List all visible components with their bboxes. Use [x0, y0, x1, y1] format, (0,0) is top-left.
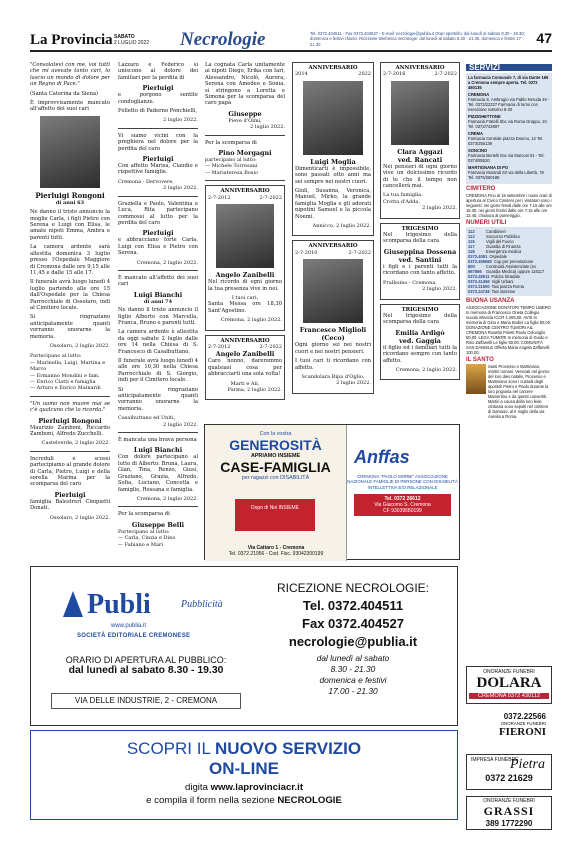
participant: — Mariateresa Bosio — [205, 169, 258, 176]
obit-text: Ne danno il triste annuncio la moglie Carla, i figli Pietro con Serena e Luigi con Elisa, le amate nipoti Emma, Ambra e parenti tutti. — [30, 209, 110, 241]
weekday-label: dal lunedì al sabato — [316, 653, 390, 663]
obit-text: Maurizio Zamboni, Riccardo Zamboni, Alfredo Zucchelli. — [30, 424, 110, 438]
trigesimo-notice — [380, 223, 460, 300]
deceased-name: Giuseppe — [228, 109, 262, 118]
deceased-name: Angelo Zanibelli — [215, 350, 275, 359]
pharmacy-town: CREMONA — [468, 92, 490, 97]
obit-text: Con dolore partecipano al lutto di Alberto: Bruna, Laura, Gian, Tina, Renzo, Giusi, Graziano, Grazia, Alfredo, Sofia, Luciano, Concetta e famiglie, Rossana e famiglia. — [118, 454, 198, 493]
grassi-ad[interactable] — [466, 796, 552, 830]
deceased-surname-married: ved. Santini — [398, 255, 442, 264]
ad-headline: GENEROSITÀ — [229, 437, 322, 453]
ad-subheadline: APRIAMO INSIEME — [250, 453, 301, 459]
phone-label: Taxi piazza Roma — [491, 284, 524, 289]
deceased-name: Pierluigi Rongoni — [38, 416, 102, 425]
issue-date — [114, 34, 149, 46]
donations-text: ASSOCIAZIONE DONATORI TEMPO LIBERO In memoria di Francesco Oneta Collegio scuola infanzia ICCR 4 205,00. AVIS In memoria di Gino e Maria Bodini La figlia 50,00. DONAZIONE CENTRO TUMORI AIL CREMONA Rosetta Pinetti Paolo Coloniglio 50,00. LEGA TUMORI In memoria di Guido e Rino Zaffanelli Le figlie 50,00. COMUNITÀ SAN DANIELE Offerta Maria Angela Zaffanelli 100,00. — [466, 305, 552, 355]
dolara-name: DOLARA — [476, 675, 542, 691]
participant: — Michele Torresani — [205, 163, 258, 170]
obit-text: Nei pensieri di ogni giorno vive un dolcissimo ricordo di te che il tempo non cancellerà mai. — [383, 163, 457, 190]
column-2 — [118, 62, 198, 548]
obit-signature: La tua famiglia. — [383, 192, 423, 199]
obit-text: Lazzaro e Federico si uniscono al dolore dei familiari per la perdita di — [118, 62, 198, 81]
deceased-name: Luigi Bianchi — [133, 446, 183, 455]
obit-text: Dimenticarti è impossibile, sono passati otto anni ma sei sempre nei nostri cuori. — [295, 165, 371, 185]
obit-text: Il funerale avrà luogo lunedì 4 luglio partendo alle ore 15 dall'Ospedale per la Chiesa Parrocchiale di Ossolaro, indi al Cimitero locale. — [30, 279, 110, 311]
obit-text: La cognata Carla unitamente ai nipoti Diego, Erika con Iari, Alessandro, Nicolò, Aurora, Serena con Amedeo e Sonia, si stringono a Loretta e Simona per la scomparsa del caro papà — [205, 62, 285, 107]
anniversary-notice — [292, 240, 374, 393]
services-sidebar — [466, 62, 552, 421]
obit-date: 2 luglio 2022. — [163, 185, 198, 192]
phone-number: 117 — [468, 244, 475, 249]
phone-number: 0372.4051 — [468, 254, 488, 259]
grassi-name: GRASSI — [483, 804, 535, 818]
divider — [118, 270, 198, 271]
online-headline-main: ON-LINE — [209, 759, 279, 778]
deceased-name: Pierluigi — [142, 229, 174, 238]
anniversary-notice — [292, 62, 374, 236]
deceased-age: di anni 63 — [55, 199, 85, 206]
obit-place: Scandolara Ripa d'Oglio, — [301, 373, 365, 380]
newspaper-logo: La Provincia — [30, 32, 113, 48]
obit-text: Nel trigesimo della scomparsa della cara — [383, 232, 457, 245]
phone-number: 0372.41456 — [468, 279, 490, 284]
anniversary-title: ANNIVERSARIO — [308, 243, 358, 250]
anffas-contact — [354, 494, 451, 516]
ad-street: Via Cattaro 1 - Cremona — [247, 545, 305, 551]
obit-place-date: Cremona, 2 luglio 2022. — [136, 259, 198, 266]
anniversary-start: 2-7-2012 — [208, 194, 231, 201]
anffas-description: CREMONA "PAOLO MORBI" ASSOCIAZIONE NAZIONALE FAMIGLIE DI PERSONE CON DISABILITÀ INTELLETTIVA E/O RELAZIONALE — [347, 474, 458, 490]
participants-header: partecipano al lutto: — [205, 157, 257, 164]
pharmacy-town: PIZZIGHETTONE — [468, 114, 501, 119]
dolara-subtitle: ONORANZE FUNEBRI — [483, 669, 535, 675]
phone-label: Emergenza medica — [486, 249, 522, 254]
opening-hours-value: dal lunedì al sabato 8.30 - 19.30 — [68, 665, 224, 676]
publia-company: SOCIETÀ EDITORIALE CREMONESE — [77, 633, 191, 639]
deceased-name: Francesco Miglioli — [299, 326, 367, 335]
trigesimo-notice — [380, 304, 460, 381]
divider — [118, 196, 198, 197]
fieroni-subtitle: ONORANZE FUNEBRI — [500, 721, 546, 726]
pharmacy-entry: Farmacia Bertelli Snc via Marconi 61 - Tel. 0374/85520 — [468, 153, 545, 163]
anniversary-start: 2-7-2012 — [208, 343, 231, 350]
obit-text: Ne danno il triste annuncio il figlio Alberto con Marcella, Franca, Bruno e parenti tutti. — [118, 307, 198, 326]
pharmacy-entry: Farmacia S. Ambrogio via Pablo Neruda 46 - Tel. 0372/22327 Farmacia di turno con esenzione notturno 8-20 — [468, 97, 550, 112]
obit-place-date: Ossolaro, 2 luglio 2022. — [49, 514, 110, 521]
phone-number: 113 — [468, 234, 475, 239]
deceased-name: Pierluigi — [142, 84, 174, 93]
publia-tagline: Pubblicità — [181, 599, 223, 610]
obit-text: i figli e i parenti tutti la ricordano con tanto affetto. — [383, 263, 457, 277]
obit-signature: I tuoi cari. — [231, 294, 259, 301]
phone-label: Vigili del Fuoco — [486, 239, 514, 244]
obit-text: famiglia Balestreri Cinquetti Donati. — [30, 498, 110, 512]
holiday-hours: 17.00 - 21.30 — [328, 686, 378, 696]
anniversary-notice — [205, 185, 285, 330]
fieroni-name: FIERONI — [498, 726, 546, 738]
pharmacy-entry: Farmacia Morandi Srl via della Libertà, 78 Tel. 0375/260188 — [468, 170, 544, 180]
obit-place-date: Ossolaro, 2 luglio 2022. — [49, 342, 110, 349]
anniversary-end: 2-7-2022 — [259, 194, 282, 201]
anniversary-dates — [295, 250, 371, 256]
divider — [118, 128, 198, 129]
publia-website[interactable]: www.publia.it — [111, 623, 147, 629]
obit-date: 2 luglio 2022. — [163, 117, 198, 124]
deceased-name: Luigi Bianchi — [133, 290, 183, 299]
obit-text: Giuli, Susanna, Veronica, Manuel, Mirko, la grande famiglia Moglia e gli adorati nipotini Samuel e la piccola Noemi. — [295, 188, 371, 220]
pharmacy-intro: La farmacia Comunale 7, di via Dante 166 a Cremona sempre aperta. Tel. 0372 460135 — [468, 75, 549, 90]
reception-phone[interactable]: Tel. 0372.404511 — [302, 598, 404, 613]
anniversary-start: 2014 — [295, 71, 308, 78]
obit-text: La camera ardente sarà allestita domenica 3 luglio presso l'Ospedale Maggiore di Cremona dalle ore 9,15 alle 11,45 e dalle 15 alle 17. — [30, 244, 110, 276]
divider — [118, 506, 198, 507]
reception-fax: Fax 0372.404527 — [302, 616, 404, 631]
services-header: SERVIZI — [466, 64, 552, 71]
column-4 — [292, 62, 374, 398]
phone-label: Continuità Assistenziale (ex Guardia Medica) oppure 116117 — [486, 264, 545, 274]
obit-place-date: Annicco, 2 luglio 2022. — [312, 223, 371, 230]
obit-place-date: Cremona, 2 luglio 2022. — [395, 366, 457, 373]
dolara-phone: CREMONA 0372 430112 — [469, 693, 549, 699]
trigesimo-title: TRIGESIMO — [401, 225, 439, 232]
weekday-hours: 8.30 - 21.30 — [330, 664, 376, 674]
anniversary-dates — [383, 71, 457, 77]
quote-source: (Santa Caterina da Siena) — [30, 90, 99, 97]
obit-text: e abbracciano forte Carla, Luigi con Elisa e Pietro con Serena. — [118, 237, 198, 257]
phone-label: Carabinieri — [486, 229, 506, 234]
portrait-photo — [391, 81, 449, 145]
anffas-fiscal-code: CF 93039680199 — [383, 508, 422, 515]
anniversary-title: ANNIVERSARIO — [220, 337, 270, 344]
phone-label: Ospedale — [489, 254, 507, 259]
participants-header: Partecipano al lutto: — [30, 353, 82, 360]
cemetery-header: CIMITERO — [466, 186, 496, 192]
obit-text: È mancato all'affetto dei suoi cari — [118, 274, 198, 288]
issue-date-text: 2 LUGLIO 2022 — [114, 40, 150, 46]
deceased-name: Pierluigi Rongoni — [35, 190, 105, 200]
divider — [205, 180, 285, 181]
anffas-phone: Tel. 0372 26612 — [384, 496, 421, 503]
anniversary-end: 2022 — [358, 71, 371, 78]
reception-email[interactable]: necrologie@publia.it — [288, 634, 418, 649]
deceased-name: Luigi Moglia — [310, 157, 356, 166]
dopo-di-noi-badge — [235, 499, 315, 531]
casa-famiglia-left — [205, 425, 347, 561]
obit-text: Con affetto Marisa, Claudio e rispettive famiglie. — [118, 163, 198, 176]
obit-text: Folletto di Paderno Ponchielli, — [118, 108, 198, 115]
anniversary-title: ANNIVERSARIO — [220, 188, 270, 195]
phone-label: Soccorso Pubblico — [486, 234, 520, 239]
deceased-nickname: (Ceco) — [321, 334, 345, 343]
online-service-ad[interactable] — [30, 730, 458, 820]
anniversary-start: 2-7-2010 — [295, 249, 318, 256]
anffas-block — [346, 425, 459, 561]
publia-address: VIA DELLE INDUSTRIE, 2 - CREMONA — [51, 693, 241, 709]
portrait-photo — [303, 259, 363, 323]
obit-place-date: Parma, 2 luglio 2022. — [227, 386, 282, 393]
opening-hours-label: ORARIO DI APERTURA AL PUBBLICO: — [65, 655, 227, 665]
fieroni-phone: 0372.22566 — [503, 712, 546, 721]
saint-text: Santi Processo e Martiniano, martiri romani. Venerati nel giorno del loro dies natalis, Processo e Martiniano sono i custodi degli apostoli Pietro e Paolo durante la loro prigionia nel carcere Mamertino e da questi convertiti. Martiri a causa della loro fede cristiana sono sepolti nel cimitero di Damaso, al II miglio della via Aurelia a Roma. — [488, 364, 550, 419]
phone-label: Cup per prenotazione — [493, 259, 534, 264]
saint-of-day-header: IL SANTO — [466, 357, 494, 363]
participant: — Carla, Cinzia e Dino — [118, 535, 176, 542]
participants-header: Partecipano al lutto: — [118, 528, 170, 535]
deceased-name: Giuseppina Dossena — [383, 247, 457, 256]
ad-phone: Tel. 0372.21956 - Cod. Fisc. 93042300199 — [228, 551, 324, 557]
divider — [205, 135, 285, 136]
obit-signature: Marti e Ali. — [230, 380, 260, 387]
deceased-age: di anni 74 — [143, 298, 173, 305]
anniversary-end: 2-7-2022 — [434, 71, 457, 78]
obit-text: il figlio ed i familiari tutti la ricordano sempre con tanto affetto. — [383, 344, 457, 364]
obit-date: 2 luglio 2022. — [250, 124, 285, 131]
phone-label: Vigili Urbani — [491, 279, 514, 284]
phone-number: 115 — [468, 239, 475, 244]
obit-place-date: Cremona, 2 luglio 2022. — [220, 317, 282, 324]
section-title: Necrologie — [180, 29, 266, 50]
divider — [118, 432, 198, 433]
deceased-name: Pierluigi — [142, 155, 174, 164]
phone-number: 0372.49511 — [468, 274, 490, 279]
column-5 — [380, 62, 460, 384]
phone-label: Taxi stazione — [491, 289, 516, 294]
obit-text: Per la scomparsa di — [118, 511, 170, 518]
obit-place-date: Cremona, 2 luglio 2022. — [136, 495, 198, 502]
pharmacy-town: SONCINO — [468, 148, 488, 153]
header-contact-info: Tel. 0372.404511 - Fax 0372.404527 - E-mail: necrologie@publia.it Orari sportello: dal lunedì al sabato 8.30 - 19.30; domenica e festivi chiuso. Ricezione telefonica necrologie: dal lunedì al sabato 8.30 - 21.30, domenica e festivi 17 - 21.30 — [310, 31, 525, 47]
obit-place: Crotta d'Adda, — [383, 198, 420, 205]
anffas-logo: Anffas — [354, 447, 410, 467]
pharmacy-town: CREMA — [468, 131, 484, 136]
obit-place: Pralboino - Cremona, — [383, 279, 437, 286]
pietra-phone: 0372 21629 — [485, 773, 533, 783]
dopo-di-noi-label: Dopo di Noi INSIEME — [250, 505, 300, 511]
obit-date: 2 luglio 2022. — [422, 286, 457, 293]
obit-text: Nel ricordo di ogni giorno la tua presenza vive in noi. — [208, 279, 282, 292]
anniversary-end: 2-7-2022 — [259, 343, 282, 350]
ad-target: per ragazzi con DISABILITÀ — [241, 475, 310, 481]
issue-day: SABATO — [114, 34, 135, 40]
saint-image — [466, 364, 486, 394]
pietra-ad[interactable] — [466, 754, 552, 790]
obit-text: Ogni giorno sei nei nostri cuori e nei nostri pensieri. — [295, 342, 371, 355]
phone-number: 0372.21500 — [468, 284, 490, 289]
deceased-surname-married: ved. Gaggia — [399, 336, 441, 345]
online-url-pre: digita — [184, 782, 208, 793]
obit-text: Graziella e Paolo, Valentina e Luca, Rita partecipano commossi al lutto per la perdita del caro — [118, 200, 198, 226]
cemetery-hours: CREMONA Fino al 15 settembre i nuovi orari di apertura al Civico Cimitero per i visitatori sono i seguenti: nei giorni feriali dalle ore 7.15 alle ore 18.30, nei giorni festivi dalle ore 7.15 alle ore 12.45, chiusura al pomeriggio. — [466, 193, 552, 218]
column-1 — [30, 62, 110, 525]
anniversary-notice — [380, 62, 460, 219]
obit-text: Increduli e scossi partecipiamo al grande dolore di Carla, Pietro, Luigi e della sorella Marina per la scomparsa del caro — [30, 455, 110, 488]
phone-number: 118 — [468, 249, 475, 254]
useful-numbers-list — [466, 227, 552, 296]
obit-text: Santa Messa ore 18,30 Sant'Agostino. — [208, 301, 282, 314]
obit-text: Si ringraziano anticipatamente quanti vorranno onorarne la memoria. — [118, 386, 198, 412]
dolara-ad[interactable] — [466, 666, 552, 704]
obit-text: È mancata una brava persona — [118, 437, 197, 444]
anniversary-dates — [295, 71, 371, 77]
anniversary-title: ANNIVERSARIO — [395, 65, 445, 71]
holiday-label: domenica e festivi — [319, 675, 387, 685]
obit-text: Nel trigesimo della scomparsa della cara — [383, 312, 457, 326]
deceased-name: Pino Morgagni — [218, 149, 272, 158]
pharmacy-town: MARTIGNANA DI PO — [468, 165, 509, 170]
deceased-name: Emilia Ardigò — [395, 328, 445, 337]
ad-main-title: CASE-FAMIGLIA — [220, 459, 331, 475]
divider — [30, 396, 110, 397]
online-url-line — [31, 782, 457, 793]
online-url[interactable]: www.laprovinciacr.it — [210, 782, 304, 793]
portrait-photo — [40, 116, 100, 188]
useful-numbers-header: NUMERI UTILI — [466, 220, 507, 226]
obit-date: 2 luglio 2022. — [336, 380, 371, 387]
online-form-pre: e compila il form nella sezione — [146, 795, 275, 806]
reception-hours — [253, 653, 453, 697]
column-3 — [205, 62, 285, 404]
deceased-name: Giuseppe Belli — [131, 520, 185, 529]
obit-text: Si ringraziano anticipatamente quanti vorranno onorarne la memoria. — [30, 314, 110, 340]
obit-text: Il funerale avrà luogo lunedì 4 alle ore 10,30 nella Chiesa Parrocchiale di S. Giorgio, indi per il Cimitero locale. — [118, 358, 198, 384]
useful-number — [468, 264, 550, 274]
pietra-name: Pietra — [510, 757, 545, 772]
obit-place-date: Castelverde, 2 luglio 2022. — [41, 440, 110, 447]
anniversary-notice — [205, 335, 285, 401]
online-headline-pre: SCOPRI IL — [126, 739, 211, 758]
obit-text: Per la scomparsa di — [205, 139, 257, 146]
deceased-surname-married: ved. Rancati — [397, 155, 443, 164]
casa-famiglia-ad[interactable] — [204, 424, 460, 560]
obit-date: 2 luglio 2022. — [422, 205, 457, 212]
obituary-reception — [253, 581, 453, 697]
phone-number: 112 — [468, 229, 475, 234]
obit-quote: "Consolatevi con me, voi tutti che mi avevate tanto cari, lo lascio un mondo di dolore per un Regno di Pace." — [30, 62, 110, 88]
online-form-line — [31, 795, 457, 806]
ad-address — [209, 545, 343, 557]
obit-text: La camera ardente è allestita da oggi sabato 2 luglio dalle ore 14 nella Chiesa di S. Francesco di Casalbuttano. — [118, 329, 198, 355]
pietra-subtitle: IMPRESA FUNEBRE — [471, 757, 519, 763]
obit-place: Casalbuttano ed Uniti, — [118, 415, 176, 422]
fieroni-ad[interactable] — [466, 712, 552, 748]
obit-text: Caro nonno, dareremmo qualsiasi cosa per abbracciarti una sola volta! — [208, 358, 282, 378]
deceased-name: Angelo Zanibelli — [215, 271, 275, 280]
anniversary-start: 2-7-2016 — [383, 71, 406, 78]
participant: — Arturo e Enrico Mainardi — [30, 385, 101, 392]
anniversary-title: ANNIVERSARIO — [308, 65, 358, 71]
obit-text: Vi siamo vicini con la preghiera nel dolore per la perdita del caro — [118, 132, 198, 152]
phone-number: 0372.405560 — [468, 259, 492, 264]
ad-tagline: Con la vostra — [259, 431, 292, 437]
divider — [30, 451, 110, 452]
anniversary-dates — [208, 195, 282, 201]
phone-label: Guardia di Finanza — [486, 244, 521, 249]
obit-text: e porgono sentite condoglianze. — [118, 92, 198, 105]
deceased-name: Pierluigi — [54, 490, 86, 499]
phone-label: Polizia Stradale — [491, 274, 520, 279]
publia-logo: Publi — [87, 589, 151, 620]
saint-of-day — [466, 364, 552, 421]
obit-text: I tuoi cari ti ricordano con affetto. — [295, 358, 371, 371]
reception-title: RICEZIONE NECROLOGIE: — [276, 581, 430, 595]
useful-number — [468, 289, 550, 294]
phone-number: 800 567866 — [468, 264, 482, 274]
online-headline-bold: NUOVO SERVIZIO — [215, 739, 362, 758]
page-header — [30, 28, 552, 52]
obit-date: 2 luglio 2022. — [163, 421, 198, 428]
obit-place: Pieve d'Olmi, — [228, 117, 262, 124]
grassi-phone: 389 1772290 — [485, 819, 533, 828]
participant: — Marinella, Luigi, Martina e Marco — [30, 359, 106, 373]
opening-hours — [51, 655, 241, 676]
page-number: 47 — [536, 30, 552, 46]
anffas-address: Via Giacomo S. Cremona — [374, 502, 431, 509]
portrait-photo — [216, 204, 274, 268]
participant: — Ermanno Mondini e fam. — [30, 372, 100, 379]
publia-ad[interactable] — [30, 566, 458, 726]
donations-header: BUONA USANZA — [466, 298, 515, 304]
deceased-name: Clara Aggazi — [397, 147, 443, 156]
pharmacy-entry: Farmacia Centrale piazza Duomo, 12 Tel. 0373/256139 — [468, 136, 544, 146]
pharmacy-box — [466, 73, 552, 184]
pharmacy-entry: Farmacia Fratelli Sbc via Roma Gruppo, 10 Tel. 0372/743697 — [468, 119, 547, 129]
online-form-section: NECROLOGIE — [277, 795, 342, 806]
participant: — Enrico Ciatti e famiglia — [30, 379, 96, 385]
phone-number: 0372.24748 — [468, 289, 490, 294]
obit-place: Cremona - Dervovere, — [118, 178, 174, 185]
obit-intro: È improvvisamente mancato all'affetto dei suoi cari — [30, 100, 110, 113]
trigesimo-title: TRIGESIMO — [401, 306, 439, 313]
participant: — Fabiano e Mari — [118, 541, 163, 548]
anniversary-end: 2-7-2022 — [348, 249, 371, 256]
obit-quote: "Un uomo non muore mai se c'è qualcuno che lo ricorda." — [30, 400, 110, 414]
publia-logo-icon — [61, 589, 85, 619]
grassi-subtitle: ONORANZE FUNEBRI — [483, 798, 535, 804]
portrait-photo — [303, 81, 363, 155]
online-headline — [31, 739, 457, 759]
